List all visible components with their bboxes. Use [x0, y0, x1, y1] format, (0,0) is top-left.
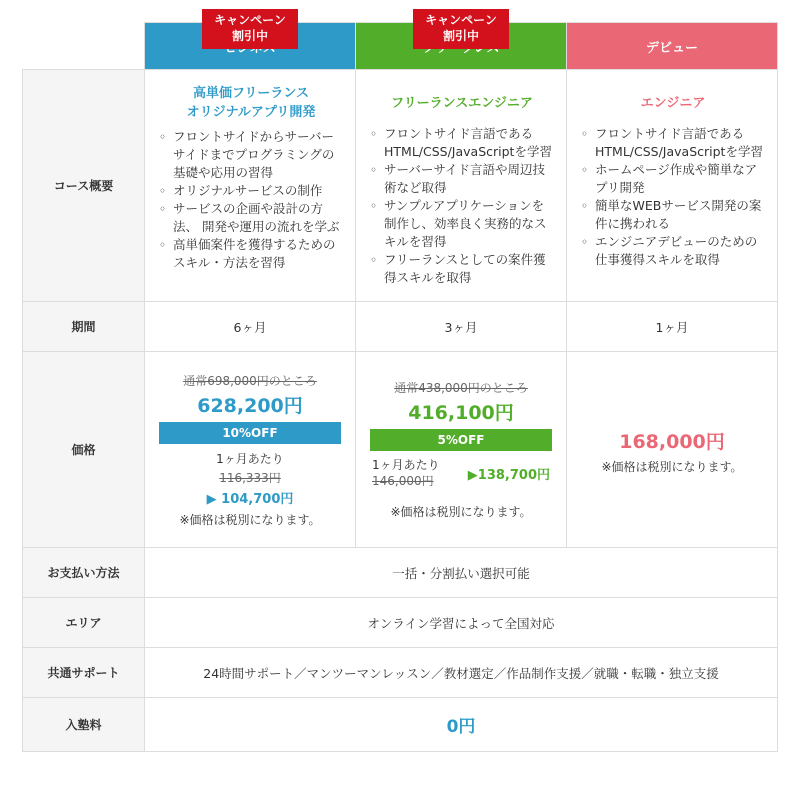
- row-label-area: エリア: [23, 598, 145, 648]
- row-label-payment: お支払い方法: [23, 548, 145, 598]
- row-label-fee: 入塾料: [23, 698, 145, 752]
- area-value: オンライン学習によって全国対応: [145, 598, 778, 648]
- course-features-debut: [579, 125, 767, 269]
- list-item: ◦ サンプルアプリケーションを制作し、効率良く実務的なスキルを習得: [368, 197, 556, 251]
- list-item: ◦ フロントサイド言語であるHTML/CSS/JavaScriptを学習: [579, 125, 767, 161]
- period-debut: 1ヶ月: [567, 302, 778, 352]
- list-item: ◦ フリーランスとしての案件獲得スキルを取得: [368, 251, 556, 287]
- list-item: ◦ フロントサイド言語であるHTML/CSS/JavaScriptを学習: [368, 125, 556, 161]
- row-label-price: 価格: [23, 352, 145, 548]
- plan-header-business: [145, 13, 356, 70]
- row-label-period: 期間: [23, 302, 145, 352]
- campaign-badge-business: [202, 9, 298, 49]
- sale-price-freelance: 416,100円: [408, 402, 514, 424]
- monthly-block-freelance: [370, 457, 552, 489]
- course-features-freelance: [368, 125, 556, 287]
- plan-header-debut: [567, 23, 778, 70]
- row-label-support: 共通サポート: [23, 648, 145, 698]
- list-item: ◦ 高単価案件を獲得するためのスキル・方法を習得: [157, 236, 345, 272]
- list-item: ◦ 簡単なWEBサービス開発の案件に携われる: [579, 197, 767, 233]
- price-debut: 168,000円: [619, 430, 725, 453]
- course-cell-debut: [567, 70, 778, 302]
- campaign-badge-freelance: [413, 9, 509, 49]
- list-item: ◦ サービスの企画や設計の方法、 開発や運用の流れを学ぶ: [157, 200, 345, 236]
- course-title-debut: エンジニア: [640, 96, 706, 111]
- campaign-badge-line2: 割引中: [231, 29, 268, 43]
- monthly-label-business: 1ヶ月あたり: [216, 451, 284, 466]
- list-item: ◦ エンジニアデビューのための仕事獲得スキルを取得: [579, 233, 767, 269]
- course-cell-freelance: [356, 70, 567, 302]
- period-business: 6ヶ月: [145, 302, 356, 352]
- tax-note-business: ※価格は税別になります。: [179, 512, 321, 527]
- campaign-badge-line2: 割引中: [442, 29, 479, 43]
- course-title-line1: 高単価フリーランス: [192, 86, 310, 101]
- plan-comparison-table: [22, 13, 778, 752]
- list-item: ◦ オリジナルサービスの制作: [157, 182, 345, 200]
- fee-value: 0円: [145, 698, 778, 752]
- discount-bar-freelance: 5%OFF: [370, 429, 552, 451]
- list-item: ◦ フロントサイドからサーバーサイドまでプログラミングの基礎や応用の習得: [157, 128, 345, 182]
- price-cell-business: [145, 352, 356, 548]
- course-title-line2: オリジナルアプリ開発: [186, 105, 316, 120]
- campaign-badge-line1: キャンペーン: [214, 13, 286, 27]
- tax-note-debut: ※価格は税別になります。: [601, 459, 743, 474]
- tax-note-freelance: ※価格は税別になります。: [390, 505, 532, 519]
- course-title-business: [157, 84, 345, 122]
- monthly-price-business: ▶ 104,700円: [206, 491, 294, 507]
- list-item: ◦ ホームページ作成や簡単なアプリ開発: [579, 161, 767, 197]
- monthly-label-freelance: 1ヶ月あたり: [372, 458, 440, 472]
- discount-bar-business: 10%OFF: [159, 422, 341, 444]
- monthly-regular-freelance: 146,000円: [372, 474, 434, 488]
- plan-header-freelance: [356, 13, 567, 70]
- regular-price-business: 通常698,000円のところ: [183, 373, 317, 388]
- campaign-badge-line1: キャンペーン: [425, 13, 497, 27]
- support-value: 24時間サポート／マンツーマンレッスン／教材選定／作品制作支援／就職・転職・独立支援: [145, 648, 778, 698]
- monthly-regular-business: 116,333円: [219, 470, 281, 485]
- payment-value: 一括・分割払い選択可能: [145, 548, 778, 598]
- period-freelance: 3ヶ月: [356, 302, 567, 352]
- course-cell-business: [145, 70, 356, 302]
- monthly-price-freelance: ▶138,700円: [467, 467, 550, 483]
- list-item: ◦ サーバーサイド言語や周辺技術など取得: [368, 161, 556, 197]
- plan-name-debut: デビュー: [645, 40, 698, 56]
- course-features-business: [157, 128, 345, 272]
- price-cell-freelance: [356, 352, 567, 548]
- regular-price-freelance: 通常438,000円のところ: [394, 381, 528, 395]
- price-cell-debut: [567, 352, 778, 548]
- header-blank-cell: [23, 23, 145, 70]
- sale-price-business: 628,200円: [197, 394, 303, 417]
- course-title-freelance: フリーランスエンジニア: [391, 96, 533, 111]
- row-label-course: コース概要: [23, 70, 145, 302]
